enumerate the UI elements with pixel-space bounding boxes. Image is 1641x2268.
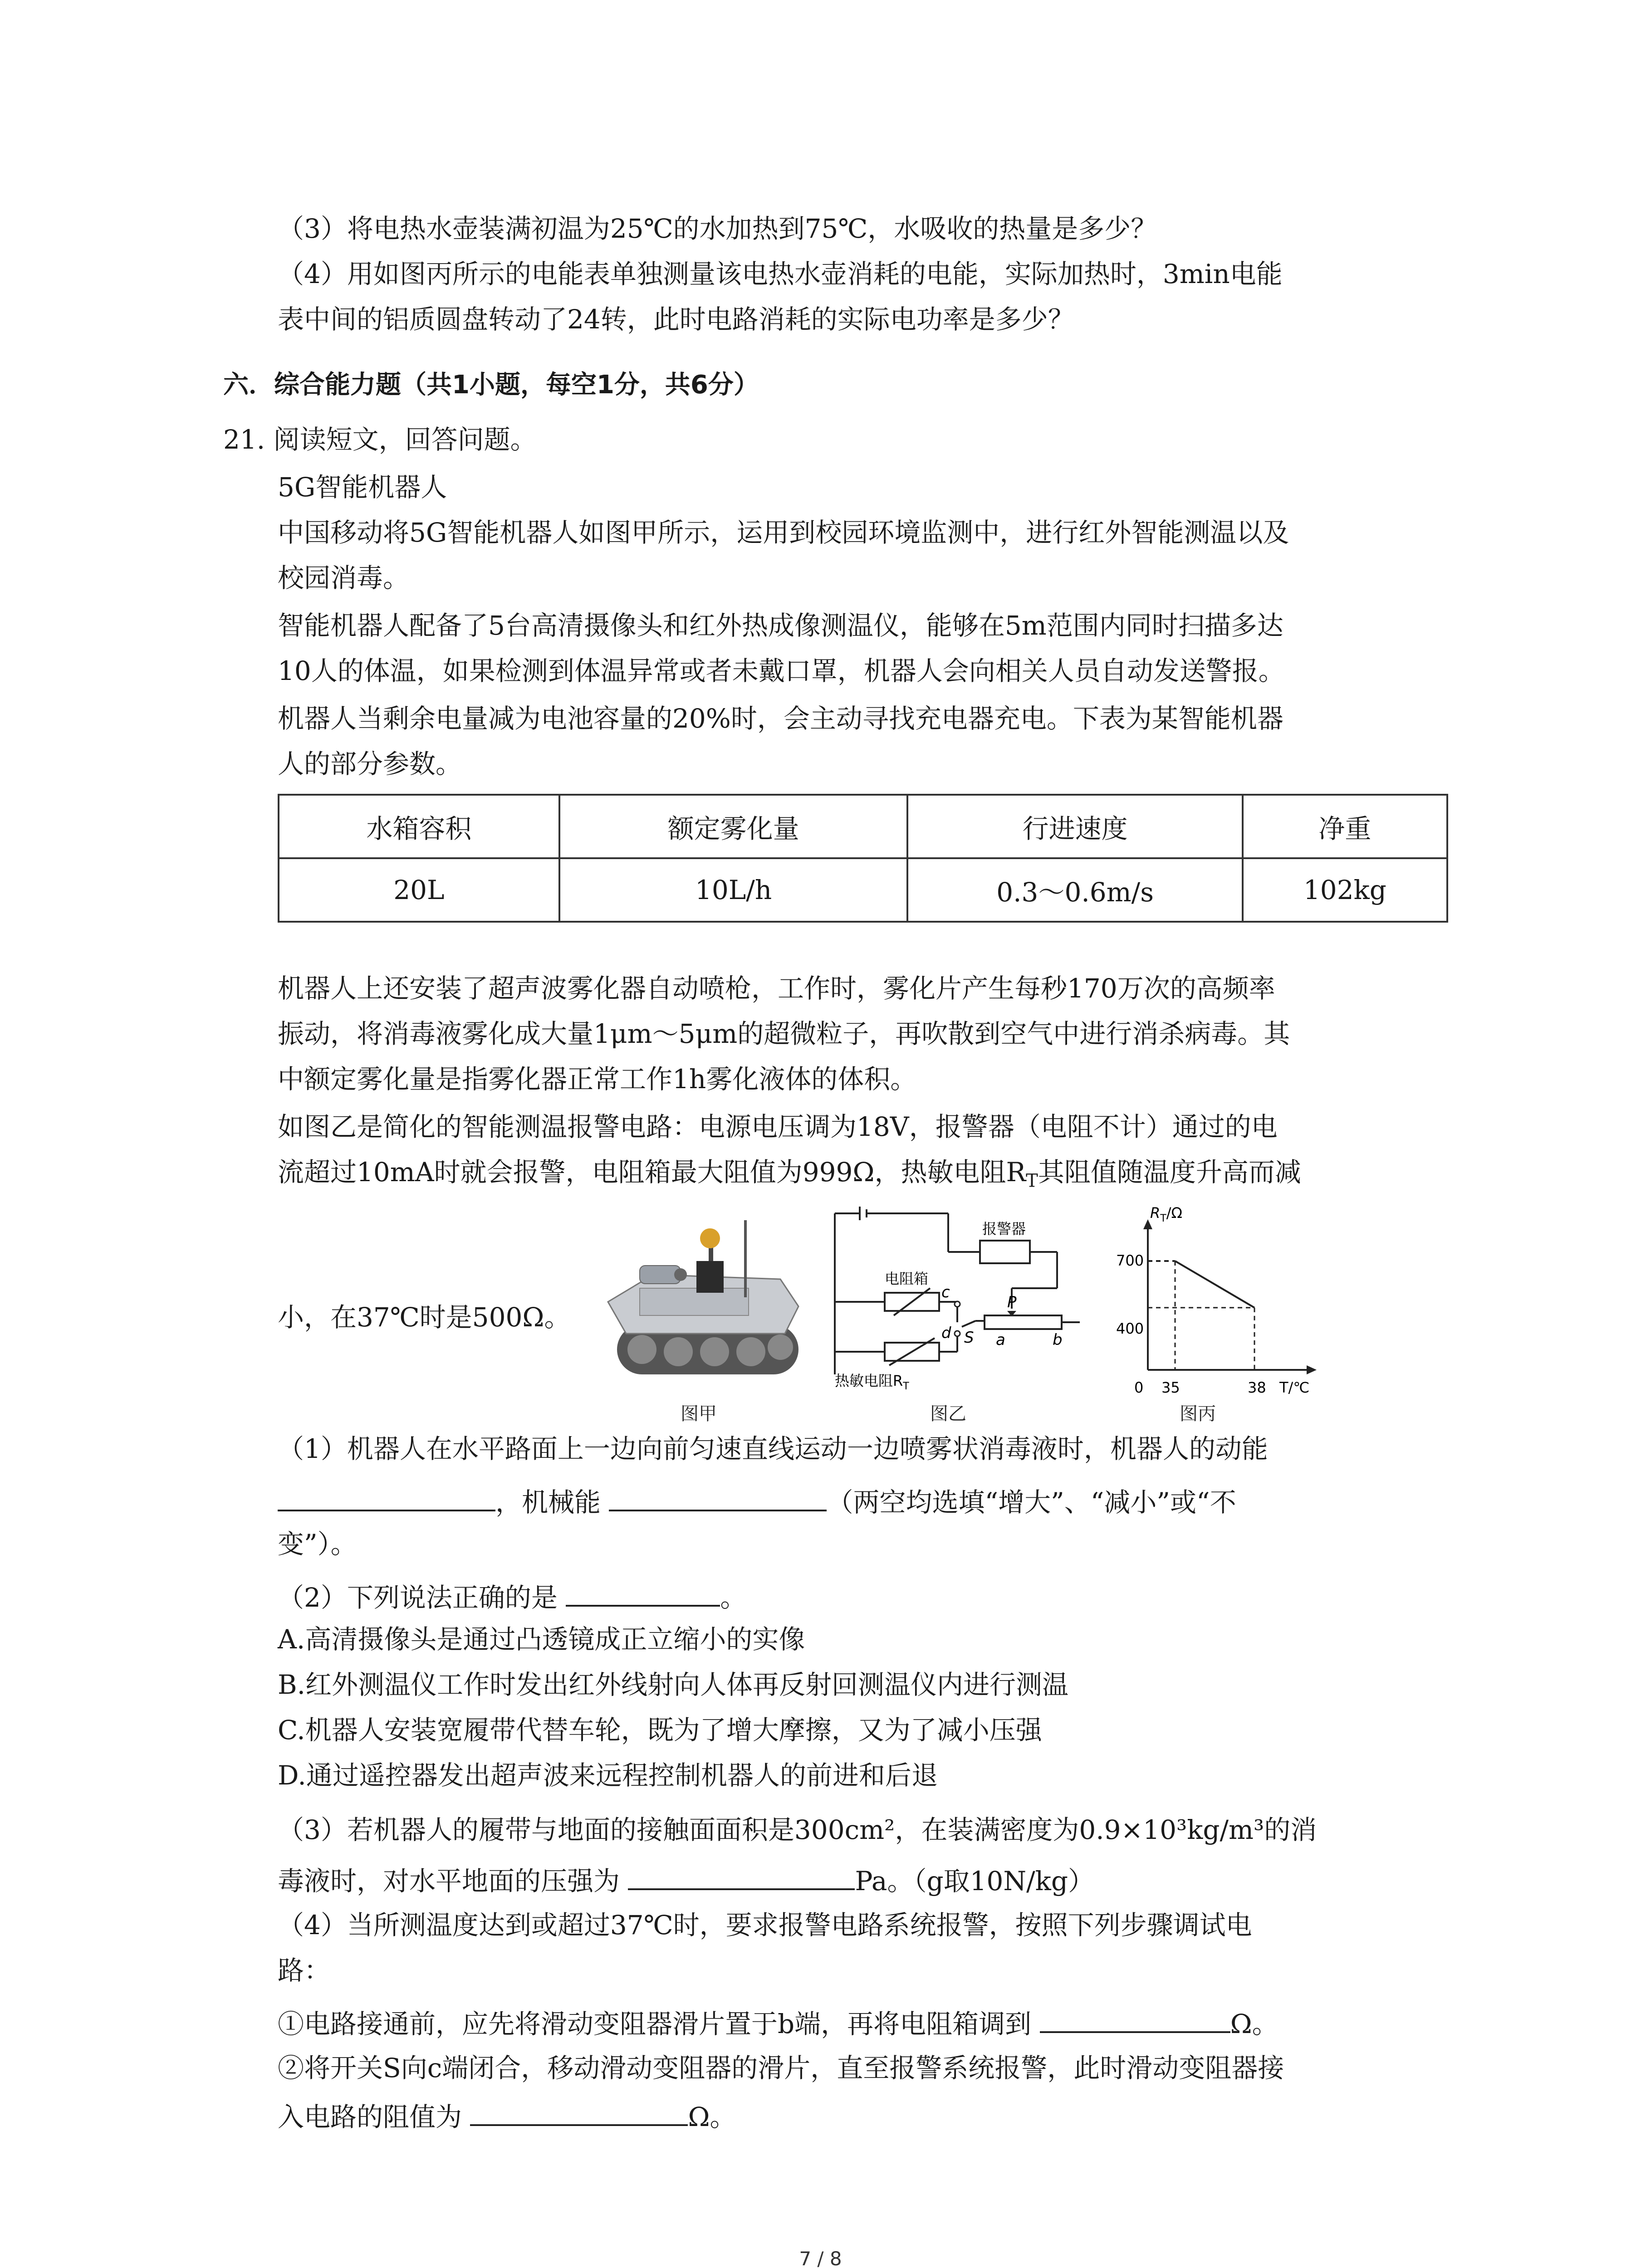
paragraph-2-line1: 智能机器人配备了5台高清摄像头和红外热成像测温仪，能够在5m范围内同时扫描多达: [278, 610, 1283, 641]
thermistor-label: 热敏电阻$R_T$: [835, 1372, 909, 1392]
sub-question-1-line2: [278, 1483, 1236, 1519]
table-header-cell: 额定雾化量: [559, 795, 908, 858]
paragraph-4-line1: 如图乙是简化的智能测温报警电路：电源电压调为18V，报警器（电阻不计）通过的电: [278, 1111, 1278, 1142]
figure-bing-caption: 图丙: [1180, 1403, 1216, 1424]
sub-question-2-end: 。: [720, 1582, 747, 1613]
robot-parameters-table: [278, 794, 1448, 923]
sub-question-4-line1: （4）当所测温度达到或超过37℃时，要求报警电路系统报警，按照下列步骤调试电: [278, 1910, 1252, 1941]
answer-blank-mechanical-energy[interactable]: [609, 1483, 827, 1511]
figure-yi-caption: 图乙: [930, 1403, 966, 1424]
paragraph-2-line2: 10人的体温，如果检测到体温异常或者未戴口罩，机器人会向相关人员自动发送警报。: [278, 655, 1285, 686]
option-b: B.红外测温仪工作时发出红外线射向人体再反射回测温仪内进行测温: [278, 1669, 1069, 1700]
paragraph-3-line2: 振动，将消毒液雾化成大量1μm～5μm的超微粒子，再吹散到空气中进行消杀病毒。其: [278, 1018, 1290, 1049]
option-c: C.机器人安装宽履带代替车轮，既为了增大摩擦，又为了减小压强: [278, 1715, 1042, 1745]
y-tick-label: 700: [1116, 1252, 1144, 1269]
sub-question-4-line2: 路：: [278, 1955, 331, 1986]
option-a: A.高清摄像头是通过凸透镜成正立缩小的实像: [278, 1624, 805, 1655]
camera-dome: [700, 1228, 720, 1248]
sub-question-2: [278, 1579, 746, 1614]
paragraph-1-line1: 中国移动将5G智能机器人如图甲所示，运用到校园环境监测中，进行红外智能测温以及: [278, 517, 1289, 548]
section-6-heading: 六．综合能力题（共1小题，每空1分，共6分）: [223, 370, 759, 400]
page-number: 7 / 8: [799, 2248, 842, 2268]
paragraph-2-line3: 机器人当剩余电量减为电池容量的20%时，会主动寻找充电器充电。下表为某智能机器: [278, 703, 1283, 734]
table-row: [279, 858, 1447, 922]
table-cell: 0.3～0.6m/s: [907, 858, 1242, 922]
graph-x-label: T/℃: [1279, 1379, 1310, 1396]
table-cell: 102kg: [1243, 858, 1447, 922]
figure-jia-caption: 图甲: [681, 1403, 717, 1424]
paragraph-3-line1: 机器人上还安装了超声波雾化器自动喷枪，工作时，雾化片产生每秒170万次的高频率: [278, 973, 1275, 1004]
rt-curve-segment: [1175, 1261, 1254, 1308]
sub-question-1-mid: ，机械能: [495, 1487, 601, 1518]
resistance-temperature-graph: [1098, 1202, 1325, 1402]
answer-blank-rheostat-resistance[interactable]: [470, 2098, 688, 2126]
step-1-text: ①电路接通前，应先将滑动变阻器滑片置于b端，再将电阻箱调到: [278, 2009, 1032, 2039]
option-d: D.通过遥控器发出超声波来远程控制机器人的前进和后退: [278, 1760, 938, 1791]
paragraph-4-line2: [278, 1157, 1301, 1192]
contact-c-label: c: [941, 1283, 950, 1301]
article-title: 5G智能机器人: [278, 472, 447, 503]
paragraph-4-line3: 小，在37℃时是500Ω。: [278, 1302, 571, 1333]
graph-y-label: $R_T/\Omega$: [1150, 1204, 1182, 1224]
table-cell: 10L/h: [559, 858, 908, 922]
table-header-cell: 净重: [1243, 795, 1447, 858]
step-2-line2: [278, 2098, 736, 2133]
sub-question-3-line1: （3）若机器人的履带与地面的接触面面积是300cm²，在装满密度为0.9×10³kg/m³的消: [278, 1814, 1317, 1845]
step-2-end: Ω。: [688, 2102, 736, 2132]
alarm-circuit-figure: [826, 1202, 1098, 1402]
sub-question-3-line2: [278, 1862, 1094, 1897]
robot-figure: [590, 1211, 817, 1393]
table-header-cell: 水箱容积: [279, 795, 559, 858]
answer-blank-kinetic-energy[interactable]: [278, 1483, 495, 1511]
step-2-text: 入电路的阻值为: [278, 2102, 462, 2132]
answer-blank-resistance-box[interactable]: [1040, 2005, 1230, 2033]
paragraph-4-line2-text: 流超过10mA时就会报警，电阻箱最大阻值为999Ω，热敏电阻R: [278, 1157, 1026, 1188]
resistance-box-label: 电阻箱: [885, 1270, 929, 1287]
sub-question-2-text: （2）下列说法正确的是: [278, 1582, 558, 1613]
table-cell: 20L: [279, 858, 559, 922]
sub-question-1-line3: 变”）。: [278, 1529, 357, 1559]
paragraph-3-line3: 中额定雾化量是指雾化器正常工作1h雾化液体的体积。: [278, 1064, 917, 1095]
subscript-t: T: [1026, 1170, 1038, 1192]
sub-question-1-line1: （1）机器人在水平路面上一边向前匀速直线运动一边喷雾状消毒液时，机器人的动能: [278, 1433, 1268, 1464]
end-b-label: b: [1053, 1331, 1063, 1349]
question-3-prev: （3）将电热水壶装满初温为25℃的水加热到75℃，水吸收的热量是多少？: [278, 213, 1157, 244]
paragraph-2-line4: 人的部分参数。: [278, 748, 462, 779]
paragraph-1-line2: 校园消毒。: [278, 562, 410, 593]
step-1-end: Ω。: [1230, 2009, 1279, 2039]
question-21-title: 21. 阅读短文，回答问题。: [223, 424, 537, 455]
y-tick-label: 400: [1116, 1320, 1144, 1337]
question-4-prev-line2: 表中间的铝质圆盘转动了24转，此时电路消耗的实际电功率是多少？: [278, 304, 1074, 335]
slider-p-label: P: [1007, 1293, 1017, 1311]
x-tick-label: 35: [1161, 1379, 1180, 1396]
step-1: [278, 2005, 1279, 2040]
x-tick-label: 0: [1134, 1379, 1144, 1396]
question-4-prev-line1: （4）用如图丙所示的电能表单独测量该电热水壶消耗的电能，实际加热时，3min电能: [278, 259, 1283, 289]
table-header-cell: 行进速度: [907, 795, 1242, 858]
sub-question-1-end: （两空均选填“增大”、“减小”或“不: [827, 1487, 1236, 1518]
answer-blank-pressure[interactable]: [628, 1862, 855, 1890]
x-tick-label: 38: [1248, 1379, 1266, 1396]
step-2-line1: ②将开关S向c端闭合，移动滑动变阻器的滑片，直至报警系统报警，此时滑动变阻器接: [278, 2053, 1284, 2083]
alarm-label: 报警器: [982, 1220, 1026, 1237]
sub-question-3-text: 毒液时，对水平地面的压强为: [278, 1866, 620, 1897]
spray-head: [696, 1261, 724, 1293]
sub-question-3-end: Pa。（g取10N/kg）: [855, 1866, 1094, 1897]
end-a-label: a: [996, 1331, 1005, 1349]
switch-s-label: S: [964, 1329, 974, 1347]
table-header-row: [279, 795, 1447, 858]
answer-blank-correct-option[interactable]: [566, 1579, 720, 1607]
contact-d-label: d: [941, 1324, 951, 1342]
paragraph-4-line2-end: 其阻值随温度升高而减: [1038, 1157, 1301, 1188]
